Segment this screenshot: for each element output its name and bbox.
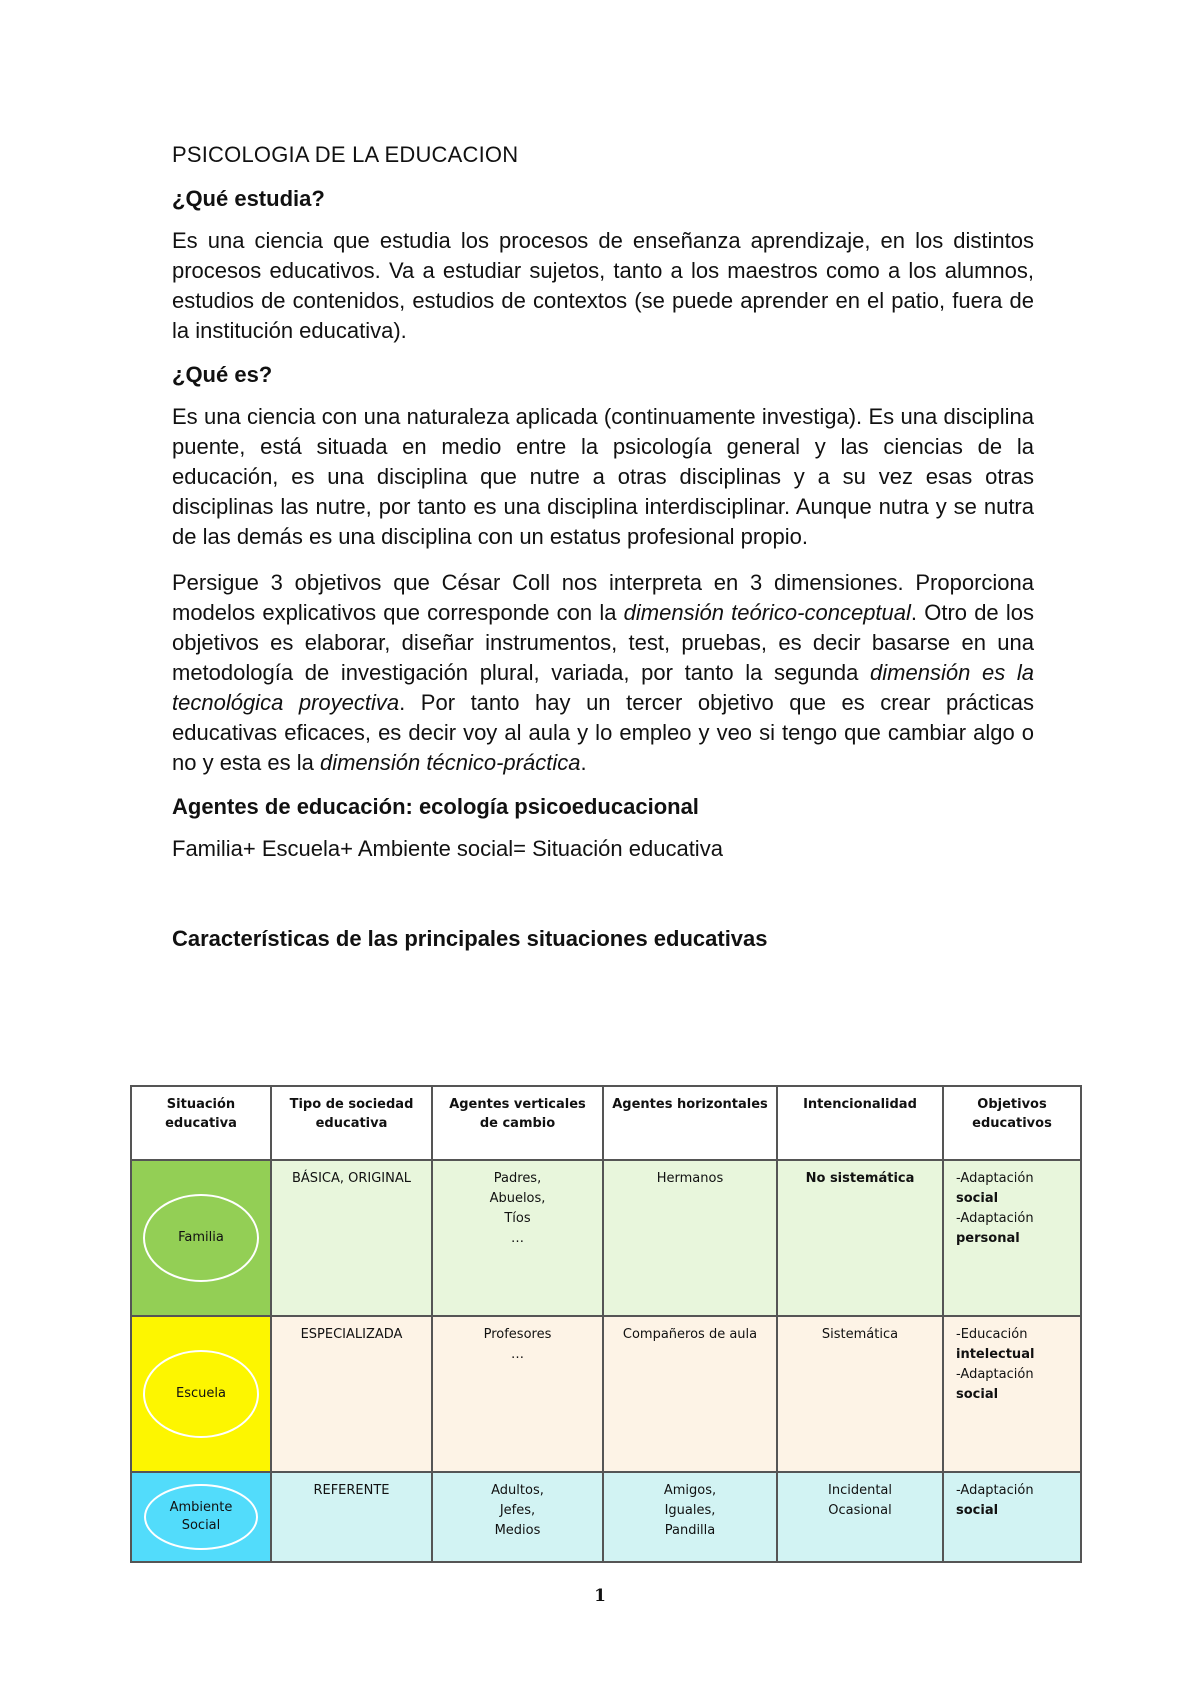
cell-situacion-ambiente <box>131 1472 271 1562</box>
objetivos-italic-3: dimensión técnico-práctica <box>319 750 581 775</box>
cell-horizontales-escuela: Compañeros de aula <box>603 1316 777 1472</box>
cell-situacion-escuela <box>131 1316 271 1472</box>
list-item: -Educación <box>956 1327 1028 1342</box>
header-objetivos: Objetivos educativos <box>943 1086 1081 1160</box>
list-item: Jefes, <box>499 1503 536 1518</box>
situaciones-table-wrapper <box>130 1085 1080 1563</box>
label-ambiente-line: Ambiente <box>169 1500 233 1515</box>
list-item: social <box>956 1387 999 1402</box>
objetivos-italic-1: dimensión teórico-conceptual <box>623 600 911 625</box>
objetivos-italic-2: dimensión es la tecnológica proyectiva <box>172 660 1034 715</box>
cell-horizontales-ambiente <box>603 1472 777 1562</box>
list-item: intelectual <box>956 1347 1035 1362</box>
list-item: personal <box>956 1231 1020 1246</box>
objetivos-text-2: . Otro de los objetivos es elaborar, diseñar instrumentos, test, pruebas, es decir basarse en una metodología de investigación plural, variada, por tanto la segunda <box>172 600 1034 685</box>
cell-tipo-familia: BÁSICA, ORIGINAL <box>271 1160 432 1316</box>
cell-situacion-familia <box>131 1160 271 1316</box>
document-title: PSICOLOGIA DE LA EDUCACION <box>172 142 519 167</box>
ellipse-familia <box>143 1194 259 1282</box>
list-item: -Adaptación <box>956 1367 1034 1382</box>
label-ambiente <box>170 1499 233 1535</box>
document-body <box>172 142 1034 966</box>
paragraph-que-estudia: Es una ciencia que estudia los procesos de enseñanza aprendizaje, en los distintos procesos educativos. Va a estudiar sujetos, tanto a los maestros como a los alumnos, estudios de contenidos, estudios de contextos (se puede aprender en el patio, fuera de la institución educativa). <box>172 228 1034 343</box>
cell-verticales-familia <box>432 1160 603 1316</box>
objetivos-text-3: . Por tanto hay un tercer objetivo que es crear prácticas educativas eficaces, es decir voy al aula y lo empleo y veo si tengo que cambiar algo o no y esta es la <box>172 690 1034 775</box>
table-row-ambiente <box>131 1472 1081 1562</box>
list-item: -Adaptación <box>956 1211 1034 1226</box>
list-item: … <box>511 1347 524 1362</box>
cell-tipo-escuela: ESPECIALIZADA <box>271 1316 432 1472</box>
list-item: social <box>956 1503 999 1518</box>
heading-caracteristicas: Características de las principales situaciones educativas <box>172 926 768 951</box>
ellipse-ambiente <box>144 1484 258 1550</box>
header-intencionalidad: Intencionalidad <box>777 1086 943 1160</box>
situaciones-table <box>130 1085 1082 1563</box>
list-item: social <box>956 1191 999 1206</box>
list-item: Adultos, <box>491 1483 544 1498</box>
cell-objetivos-escuela <box>943 1316 1081 1472</box>
label-familia: Familia <box>178 1230 224 1245</box>
list-item: Amigos, <box>663 1483 717 1498</box>
objetivos-text-1: Persigue 3 objetivos que César Coll nos interpreta en 3 dimensiones. Proporciona modelos explicativos que corresponde con la <box>172 570 1034 625</box>
objetivos-text-4: . <box>580 750 587 775</box>
ellipse-escuela <box>143 1350 259 1438</box>
list-item: Padres, <box>493 1171 542 1186</box>
table-header-row <box>131 1086 1081 1160</box>
label-ambiente-line: Social <box>181 1518 221 1533</box>
paragraph-formula: Familia+ Escuela+ Ambiente social= Situación educativa <box>172 836 723 861</box>
list-item: Profesores <box>483 1327 552 1342</box>
heading-agentes: Agentes de educación: ecología psicoeducacional <box>172 794 699 819</box>
header-tipo: Tipo de sociedad educativa <box>271 1086 432 1160</box>
cell-horizontales-familia: Hermanos <box>603 1160 777 1316</box>
cell-verticales-ambiente <box>432 1472 603 1562</box>
cell-intencionalidad-familia: No sistemática <box>777 1160 943 1316</box>
heading-que-estudia: ¿Qué estudia? <box>172 186 325 211</box>
header-horizontales: Agentes horizontales <box>603 1086 777 1160</box>
heading-que-es: ¿Qué es? <box>172 362 273 387</box>
cell-objetivos-familia <box>943 1160 1081 1316</box>
list-item: Tíos <box>504 1211 531 1226</box>
paragraph-que-es: Es una ciencia con una naturaleza aplicada (continuamente investiga). Es una disciplina puente, está situada en medio entre la psicología general y las ciencias de la educación, es una disciplina que nutre a otras disciplinas y a su vez esas otras disciplinas las nutre, por tanto es una disciplina interdisciplinar. Aunque nutra y se nutra de las demás es una disciplina con un estatus profesional propio. <box>172 404 1034 549</box>
list-item: -Adaptación <box>956 1171 1034 1186</box>
cell-intencionalidad-ambiente <box>777 1472 943 1562</box>
header-verticales: Agentes verticales de cambio <box>432 1086 603 1160</box>
cell-tipo-ambiente: REFERENTE <box>271 1472 432 1562</box>
list-item: -Adaptación <box>956 1483 1034 1498</box>
list-item: Ocasional <box>828 1503 892 1518</box>
list-item: … <box>511 1231 524 1246</box>
list-item: Incidental <box>828 1483 892 1498</box>
spacer <box>172 880 1034 926</box>
paragraph-objetivos <box>172 568 1034 778</box>
cell-intencionalidad-escuela: Sistemática <box>777 1316 943 1472</box>
list-item: Iguales, <box>664 1503 716 1518</box>
list-item: Abuelos, <box>489 1191 546 1206</box>
cell-objetivos-ambiente <box>943 1472 1081 1562</box>
table-row-familia <box>131 1160 1081 1316</box>
list-item: Medios <box>494 1523 541 1538</box>
list-item: Pandilla <box>664 1523 716 1538</box>
header-situacion: Situación educativa <box>131 1086 271 1160</box>
page-number: 1 <box>594 1586 606 1606</box>
label-escuela: Escuela <box>176 1386 226 1401</box>
cell-verticales-escuela <box>432 1316 603 1472</box>
table-row-escuela <box>131 1316 1081 1472</box>
